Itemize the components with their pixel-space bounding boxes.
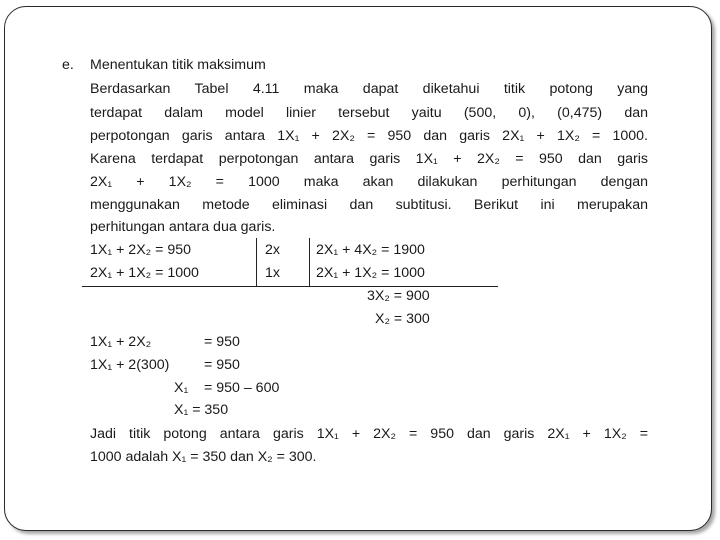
equation-1: 1X₁ + 2X₂ = 950 (90, 242, 192, 258)
multiplier-2: 1x (265, 265, 280, 281)
multiplier-1: 2x (265, 242, 280, 258)
equation-2: 2X₁ + 1X₂ = 1000 (90, 265, 199, 281)
table-rule (82, 286, 498, 287)
section-marker: e. (62, 57, 74, 73)
conclusion-line: Jadi titik potong antara garis 1X₁ + 2X₂ = 950 dan garis 2X₁ + 1X₂ = (90, 426, 648, 442)
paragraph-line: menggunakan metode eliminasi dan subtitusi. Berikut ini merupakan (90, 197, 648, 213)
paragraph-line: perpotongan garis antara 1X₁ + 2X₂ = 950 dan garis 2X₁ + 1X₂ = 1000. (90, 128, 648, 144)
paragraph-line: perhitungan antara dua garis. (90, 219, 276, 235)
table-divider-1 (256, 238, 257, 286)
subst-left-2: 1X₁ + 2(300) (90, 357, 170, 373)
paragraph-line: 2X₁ + 1X₂ = 1000 maka akan dilakukan perhitungan dengan (90, 174, 648, 190)
subst-right-2: = 950 (204, 357, 240, 373)
table-divider-2 (309, 238, 310, 286)
x1-solution: X₁ = 350 (174, 402, 229, 418)
section-title: Menentukan titik maksimum (90, 57, 266, 73)
subst-right-1: = 950 (204, 334, 240, 350)
x2-solution: X₂ = 300 (375, 311, 430, 327)
conclusion-line: 1000 adalah X₁ = 350 dan X₂ = 300. (90, 449, 317, 465)
subst-right-3: = 950 – 600 (204, 380, 280, 396)
paragraph-line: terdapat dalam model linier tersebut yaitu (500, 0), (0,475) dan (90, 105, 648, 121)
result-1: 2X₁ + 4X₂ = 1900 (316, 242, 425, 258)
subst-left-1: 1X₁ + 2X₂ (90, 334, 152, 350)
subst-left-3: X₁ (174, 380, 189, 396)
paragraph-line: Karena terdapat perpotongan antara garis 1X₁ + 2X₂ = 950 dan garis (90, 151, 648, 167)
result-2: 2X₁ + 1X₂ = 1000 (316, 265, 425, 281)
paragraph-line: Berdasarkan Tabel 4.11 maka dapat diketahui titik potong yang (90, 81, 648, 97)
difference-line: 3X₂ = 900 (367, 288, 430, 304)
